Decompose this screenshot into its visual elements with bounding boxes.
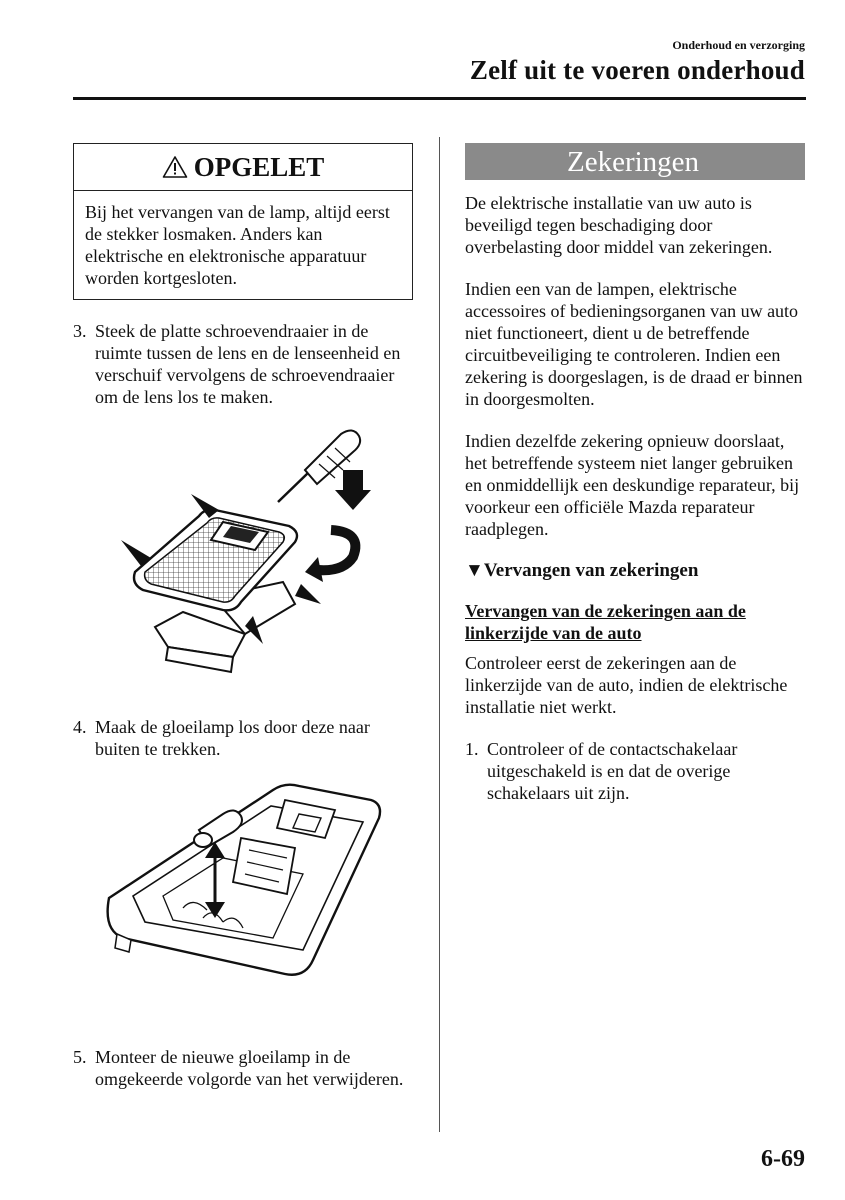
left-column [73, 143, 415, 1090]
bulb-removal-illustration [73, 778, 415, 1018]
paragraph: Controleer eerst de zekeringen aan de linkerzijde van de auto, indien de elektrische installatie niet werkt. [465, 653, 788, 717]
step-number: 4. [73, 717, 87, 737]
column-divider [439, 137, 440, 1132]
paragraph: De elektrische installatie van uw auto is beveiligd tegen beschadiging door overbelasting door middel van zekeringen. [465, 193, 773, 257]
step-text: Controleer of de contactschakelaar uitgeschakeld is en dat de overige schakelaars uit zijn. [487, 739, 738, 803]
caution-title: OPGELET [193, 152, 325, 182]
step-5 [73, 1046, 415, 1090]
step-text: Steek de platte schroevendraaier in de ruimte tussen de lens en de lenseenheid en verschuif vervolgens de schroevendraaier om de lens los te maken. [95, 321, 401, 407]
right-column [465, 143, 805, 804]
page-number: 6-69 [761, 1146, 805, 1172]
subheading-text: Vervangen van zekeringen [483, 560, 699, 581]
triangle-down-icon: ▼ [465, 560, 484, 581]
section-banner: Zekeringen [465, 143, 805, 180]
sub-subheading: Vervangen van de zekeringen aan de linkerzijde van de auto [465, 601, 746, 643]
step-1 [465, 738, 805, 804]
warning-triangle-icon [162, 155, 188, 179]
paragraph: Indien dezelfde zekering opnieuw doorslaat, het betreffende systeem niet langer gebruiken en onmiddellijk een deskundige reparateur, bij voorkeur een officiële Mazda reparateur raadplegen. [465, 431, 800, 539]
subheading [465, 560, 805, 582]
caution-body: Bij het vervangen van de lamp, altijd eerst de stekker losmaken. Anders kan elektrische en elektronische apparatuur worden kortgesloten. [85, 202, 390, 288]
header-rule [73, 97, 806, 100]
step-number: 1. [465, 739, 479, 759]
paragraph: Indien een van de lampen, elektrische accessoires of bedieningsorganen van uw auto niet functioneert, dient u de betreffende circuitbeveiliging te controleren. Indien een zekering is doorgeslagen, is de draad er binnen in doorgesmolten. [465, 279, 803, 409]
caution-box [73, 143, 413, 300]
caution-header [74, 144, 412, 191]
step-number: 5. [73, 1047, 87, 1067]
step-4 [73, 716, 415, 760]
step-3 [73, 320, 415, 408]
lens-removal-illustration [73, 422, 415, 694]
step-text: Maak de gloeilamp los door deze naar buiten te trekken. [95, 717, 370, 759]
page-title: Zelf uit te voeren onderhoud [469, 55, 805, 85]
step-text: Monteer de nieuwe gloeilamp in de omgekeerde volgorde van het verwijderen. [95, 1047, 404, 1089]
header-section: Onderhoud en verzorging [672, 38, 805, 52]
step-number: 3. [73, 321, 87, 341]
